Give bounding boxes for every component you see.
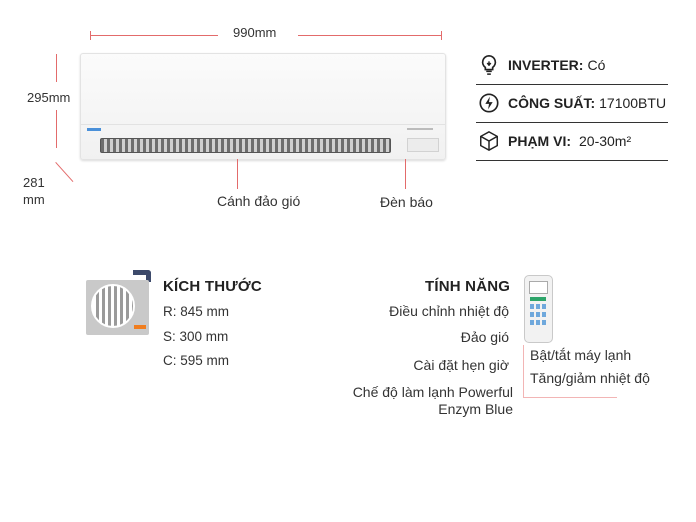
spec-value: Có: [587, 57, 606, 73]
spec-row-range: [476, 122, 668, 161]
depth-unit: mm: [23, 192, 45, 207]
height-dimension-line-bottom: [56, 110, 57, 148]
remote-screen: [529, 281, 548, 294]
louver-label: Cánh đảo gió: [217, 193, 301, 209]
width-tick-left: [90, 31, 91, 40]
remote-button-green: [530, 297, 546, 301]
spec-row-inverter: [476, 46, 668, 85]
width-tick-right: [441, 31, 442, 40]
feature-powerful: Chế độ làm lạnh Powerful: [352, 384, 513, 400]
ac-louver: [100, 138, 391, 153]
ac-indicator-panel: [407, 138, 439, 152]
feature-enzym: Enzym Blue: [438, 401, 513, 417]
ac-logo: [87, 128, 101, 131]
cube-icon: [478, 130, 500, 152]
remote-buttons-row: [530, 312, 546, 317]
height-label: 295mm: [27, 90, 71, 105]
features-divider-horizontal: [523, 397, 617, 398]
feature-temp-adjust: Điều chỉnh nhiệt độ: [389, 303, 509, 319]
size-item-height: C: 595 mm: [163, 353, 230, 368]
size-heading: KÍCH THƯỚC: [163, 278, 262, 295]
features-heading: TÍNH NĂNG: [425, 278, 511, 295]
feature-timer: Cài đặt hẹn giờ: [413, 357, 509, 373]
fan-grille-icon: [91, 284, 135, 328]
size-item-length: R: 845 mm: [163, 304, 230, 319]
ac-front-seam: [81, 124, 445, 125]
outdoor-unit-badge: [134, 325, 146, 329]
features-divider-vertical: [523, 345, 524, 397]
width-dimension-line-right: [298, 35, 442, 36]
spec-value: 20-30m²: [579, 133, 632, 149]
size-item-width: S: 300 mm: [163, 329, 229, 344]
spec-label: INVERTER:: [508, 57, 584, 73]
louver-callout-line: [237, 159, 238, 189]
indicator-label: Đèn báo: [380, 194, 433, 210]
remote-control-icon: [524, 275, 553, 343]
indicator-callout-line: [405, 159, 406, 189]
spec-label: PHẠM VI:: [508, 133, 571, 149]
feature-power-toggle: Bật/tắt máy lạnh: [530, 347, 632, 363]
depth-value: 281: [23, 175, 45, 190]
width-dimension-line-left: [90, 35, 218, 36]
lightbulb-icon: [478, 54, 500, 76]
feature-swing: Đảo gió: [460, 329, 509, 345]
height-dimension-line-top: [56, 54, 57, 82]
remote-buttons-row: [530, 304, 546, 309]
spec-value: 17100BTU: [599, 95, 667, 111]
spec-row-power: [476, 84, 668, 123]
ac-label: [407, 128, 433, 130]
remote-buttons-row: [530, 320, 546, 325]
power-icon: [478, 92, 500, 114]
width-label: 990mm: [233, 25, 277, 40]
feature-temp-up-down: Tăng/giảm nhiệt độ: [530, 370, 650, 386]
spec-label: CÔNG SUẤT:: [508, 95, 596, 111]
depth-dimension-line: [55, 162, 73, 182]
outdoor-unit-icon: [86, 270, 151, 335]
air-conditioner-unit: [80, 53, 446, 160]
